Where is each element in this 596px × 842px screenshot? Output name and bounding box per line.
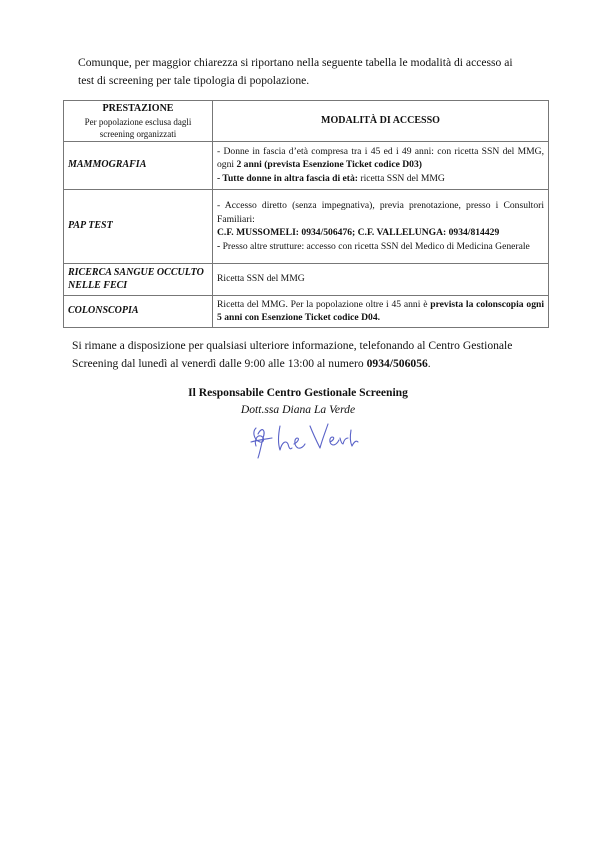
text-normal: - Accesso diretto (senza impegnativa), previa prenotazione, presso i Consultori Familiari: <box>217 199 544 225</box>
access-modes-table <box>63 100 549 328</box>
exam-name: COLONSCOPIA <box>64 295 213 327</box>
table-row-mammografia <box>64 141 549 189</box>
signature-name: Dott.ssa Diana La Verde <box>240 403 356 416</box>
phone-number: 0934/506056 <box>366 357 428 370</box>
closing-period: . <box>427 357 431 370</box>
intro-line-1: Comunque, per maggior chiarezza si riportano nella seguente tabella le modalità di accesso ai <box>78 56 513 69</box>
header-modalita: MODALITÀ DI ACCESSO <box>213 101 549 142</box>
access-description <box>213 141 549 189</box>
intro-paragraph <box>78 54 548 90</box>
signature-title: Il Responsabile Centro Gestionale Screening <box>188 386 408 399</box>
text-normal: Ricetta del MMG. Per la popolazione oltre i 45 anni è <box>217 298 431 310</box>
header-prestazione-subtitle: Per popolazione esclusa dagli screening organizzati <box>84 116 192 139</box>
exam-name: RICERCA SANGUE OCCULTO NELLE FECI <box>64 263 213 295</box>
closing-text: Si rimane a disposizione per qualsiasi ulteriore informazione, telefonando al Centro Gestionale Screening dal lunedì al venerdì dalle 9:00 alle 13:00 al numero <box>72 339 513 370</box>
table-header-row <box>64 101 549 142</box>
table-row-pap-test <box>64 189 549 263</box>
access-description <box>213 189 549 263</box>
access-description <box>213 295 549 327</box>
handwritten-signature <box>248 418 360 462</box>
text-normal: - Donne in fascia d’età compresa tra i 45 ed i 49 anni: con ricetta SSN del MMG, ogni <box>217 145 544 171</box>
text-bold: - Tutte donne in altra fascia di età: <box>217 172 358 184</box>
text-bold: - <box>217 240 221 252</box>
intro-line-2: test di screening per tale tipologia di popolazione. <box>78 74 310 87</box>
table-row-colonscopia <box>64 295 549 327</box>
text-normal: Presso altre strutture: accesso con ricetta SSN del Medico di Medicina Generale <box>220 240 530 252</box>
header-prestazione-title: PRESTAZIONE <box>102 103 174 114</box>
text-bold: 2 anni (prevista Esenzione Ticket codice D03) <box>236 159 422 171</box>
header-prestazione <box>64 101 213 142</box>
table-row-ricerca-sangue <box>64 263 549 295</box>
exam-name: MAMMOGRAFIA <box>64 141 213 189</box>
exam-name: PAP TEST <box>64 189 213 263</box>
text-bold: prevista la colonscopia ogni 5 anni con Esenzione Ticket codice D04. <box>217 298 544 324</box>
text-bold: C.F. MUSSOMELI: 0934/506476; C.F. VALLELUNGA: 0934/814429 <box>217 227 500 239</box>
closing-paragraph <box>72 337 550 373</box>
access-description: Ricetta SSN del MMG <box>213 263 549 295</box>
text-normal: ricetta SSN del MMG <box>357 172 445 184</box>
